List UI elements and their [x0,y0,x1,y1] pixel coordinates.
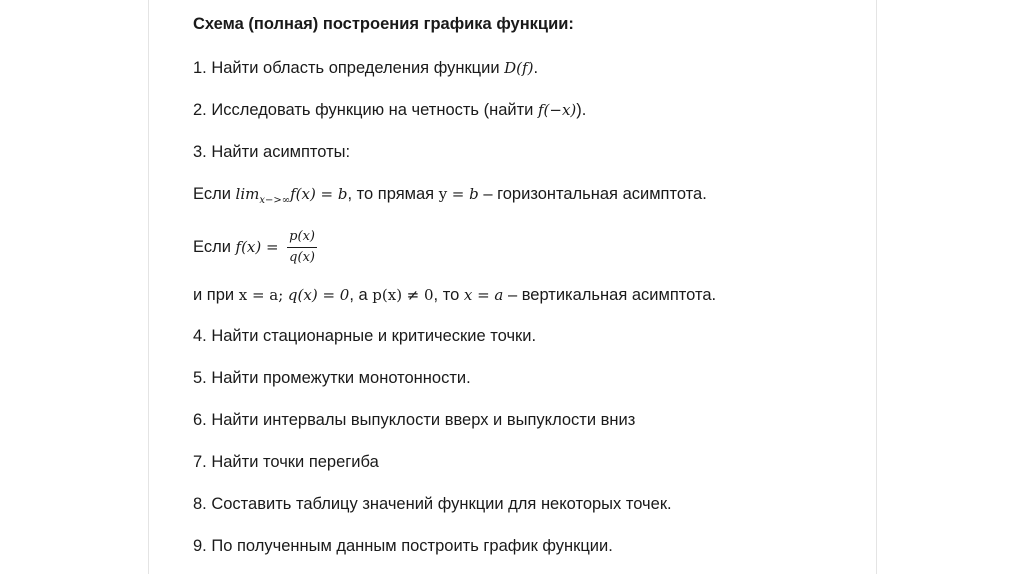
fraction [287,229,317,266]
y-variable: y [438,185,448,203]
rational-lhs: f(x) = [235,237,279,256]
step-7: 7. Найти точки перегиба [193,453,379,471]
frame-right-border [876,0,877,574]
step-2-end: ). [576,101,587,119]
step-2-text: 2. Исследовать функцию на четность (найти [193,101,534,119]
fraction-numerator: p(x) [287,229,317,248]
frame-left-border [148,0,149,574]
step-2 [193,99,586,121]
semicolon: ; [278,286,284,304]
lim-subscript: x−>∞ [259,195,291,206]
document-title: Схема (полная) построения графика функции: [193,15,574,33]
vertical-asymptote-rule [193,284,716,306]
step-8: 8. Составить таблицу значений функции для некоторых точек. [193,495,672,513]
step-1-end: . [533,59,539,77]
q-equals-zero: q(x) = 0 [287,286,350,304]
step-3: 3. Найти асимптоты: [193,143,351,161]
step-6: 6. Найти интервалы выпуклости вверх и выпуклости вниз [193,411,636,429]
x-equals-a-roman: x = a [238,286,279,304]
not-equal-zero: ≠ 0 [406,286,434,304]
horizontal-mid: , то прямая [347,185,435,203]
vertical-prefix: и при [193,286,235,304]
rational-prefix: Если [193,237,231,256]
x-equals-a: x = a [463,286,504,304]
step-9: 9. По полученным данным построить график функции. [193,537,613,555]
lim-symbol: lim [235,185,260,203]
p-of-x: p(x) [372,286,403,304]
horizontal-asymptote-rule [193,183,707,212]
step-5: 5. Найти промежутки монотонности. [193,369,471,387]
step-2-math: f(−x) [537,101,577,119]
y-equals-b: = b [451,185,479,203]
horizontal-prefix: Если [193,185,231,203]
lim-expression: f(x) = b [290,185,348,203]
step-1 [193,57,538,79]
step-1-math: D(f) [504,59,534,77]
step-1-text: 1. Найти область определения функции [193,59,500,77]
horizontal-suffix: – горизонтальная асимптота. [478,185,707,203]
vertical-suffix: – вертикальная асимптота. [503,286,717,304]
then-text: , то [433,286,460,304]
step-4: 4. Найти стационарные и критические точки. [193,327,537,345]
rational-function [193,229,317,266]
fraction-denominator: q(x) [289,250,315,265]
comma-a: , а [349,286,368,304]
